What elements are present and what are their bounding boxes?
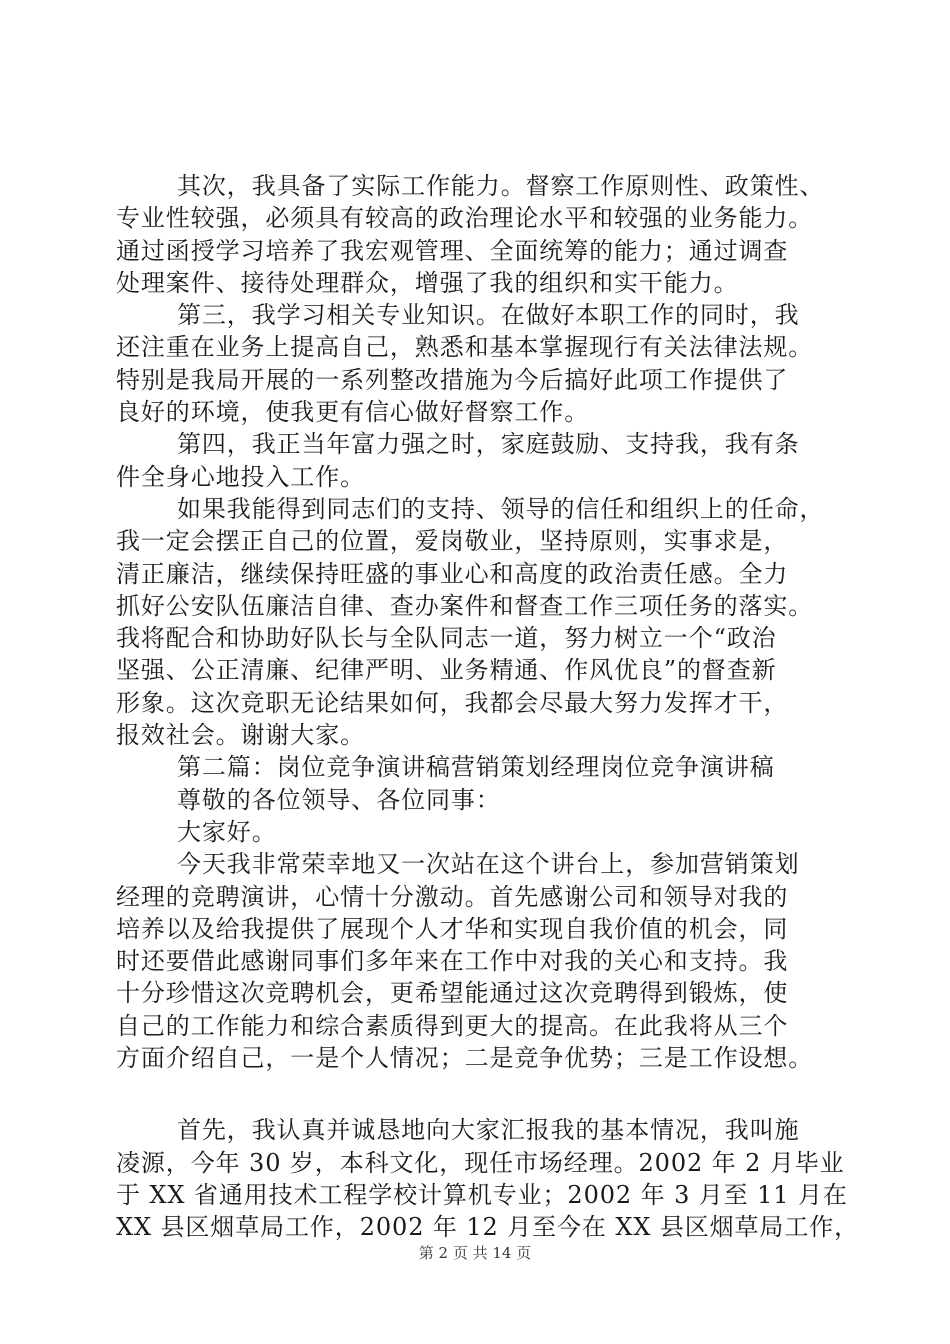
page-footer: 第 2 页 共 14 页 bbox=[418, 1244, 532, 1262]
text-line: 十分珍惜这次竞聘机会，更希望能通过这次竞聘得到锻炼，使 bbox=[116, 979, 789, 1008]
text-line: 如果我能得到同志们的支持、领导的信任和组织上的任命， bbox=[177, 494, 825, 523]
text-line: 件全身心地投入工作。 bbox=[116, 462, 365, 491]
text-line: 清正廉洁，继续保持旺盛的事业心和高度的政治责任感。全力 bbox=[116, 559, 789, 588]
text-line: 形象。这次竞职无论结果如何，我都会尽最大努力发挥才干， bbox=[116, 688, 789, 717]
text-line: XX 县区烟草局工作，2002 年 12 月至今在 XX 县区烟草局工作， bbox=[116, 1213, 860, 1242]
text-line: 还注重在业务上提高自己，熟悉和基本掌握现行有关法律法规。 bbox=[116, 333, 814, 362]
text-line: 我一定会摆正自己的位置，爱岗敬业，坚持原则，实事求是， bbox=[116, 527, 789, 556]
body-section-1 bbox=[116, 170, 856, 1074]
text-line: 经理的竞聘演讲，心情十分激动。首先感谢公司和领导对我的 bbox=[116, 882, 789, 911]
text-line: 于 XX 省通用技术工程学校计算机专业；2002 年 3 月至 11 月在 bbox=[116, 1180, 848, 1209]
text-line: 凌源，今年 30 岁，本科文化，现任市场经理。2002 年 2 月毕业 bbox=[116, 1148, 845, 1177]
text-line: 首先，我认真并诚恳地向大家汇报我的基本情况，我叫施 bbox=[177, 1116, 800, 1145]
text-line: 良好的环境，使我更有信心做好督察工作。 bbox=[116, 398, 590, 427]
document-body bbox=[116, 170, 860, 1244]
text-line: 第四，我正当年富力强之时，家庭鼓励、支持我，我有条 bbox=[177, 430, 800, 459]
text-line: 尊敬的各位领导、各位同事： bbox=[177, 785, 501, 814]
text-line: 自己的工作能力和综合素质得到更大的提高。在此我将从三个 bbox=[116, 1011, 789, 1040]
paragraph-gap bbox=[116, 1074, 856, 1114]
text-line: 处理案件、接待处理群众，增强了我的组织和实干能力。 bbox=[116, 268, 739, 297]
body-section-2 bbox=[116, 1114, 860, 1243]
text-line: 其次，我具备了实际工作能力。督察工作原则性、政策性、 bbox=[177, 172, 825, 200]
text-line: 报效社会。谢谢大家。 bbox=[116, 721, 365, 750]
text-line: 时还要借此感谢同事们多年来在工作中对我的关心和支持。我 bbox=[116, 947, 789, 976]
text-line: 通过函授学习培养了我宏观管理、全面统筹的能力；通过调查 bbox=[116, 236, 789, 265]
text-line: 大家好。 bbox=[177, 817, 277, 846]
text-line: 第三，我学习相关专业知识。在做好本职工作的同时，我 bbox=[177, 301, 800, 330]
text-line: 今天我非常荣幸地又一次站在这个讲台上，参加营销策划 bbox=[177, 850, 800, 879]
text-line: 方面介绍自己，一是个人情况；二是竞争优势；三是工作设想。 bbox=[116, 1044, 814, 1073]
text-line: 专业性较强，必须具有较高的政治理论水平和较强的业务能力。 bbox=[116, 204, 814, 233]
text-line: 第二篇：岗位竞争演讲稿营销策划经理岗位竞争演讲稿 bbox=[177, 753, 775, 782]
text-line: 我将配合和协助好队长与全队同志一道，努力树立一个“政治 bbox=[116, 624, 777, 653]
text-line: 抓好公安队伍廉洁自律、查办案件和督查工作三项任务的落实。 bbox=[116, 591, 814, 620]
text-line: 坚强、公正清廉、纪律严明、业务精通、作风优良”的督查新 bbox=[116, 656, 777, 685]
text-line: 培养以及给我提供了展现个人才华和实现自我价值的机会，同 bbox=[116, 914, 789, 943]
text-line: 特别是我局开展的一系列整改措施为今后搞好此项工作提供了 bbox=[116, 365, 789, 394]
